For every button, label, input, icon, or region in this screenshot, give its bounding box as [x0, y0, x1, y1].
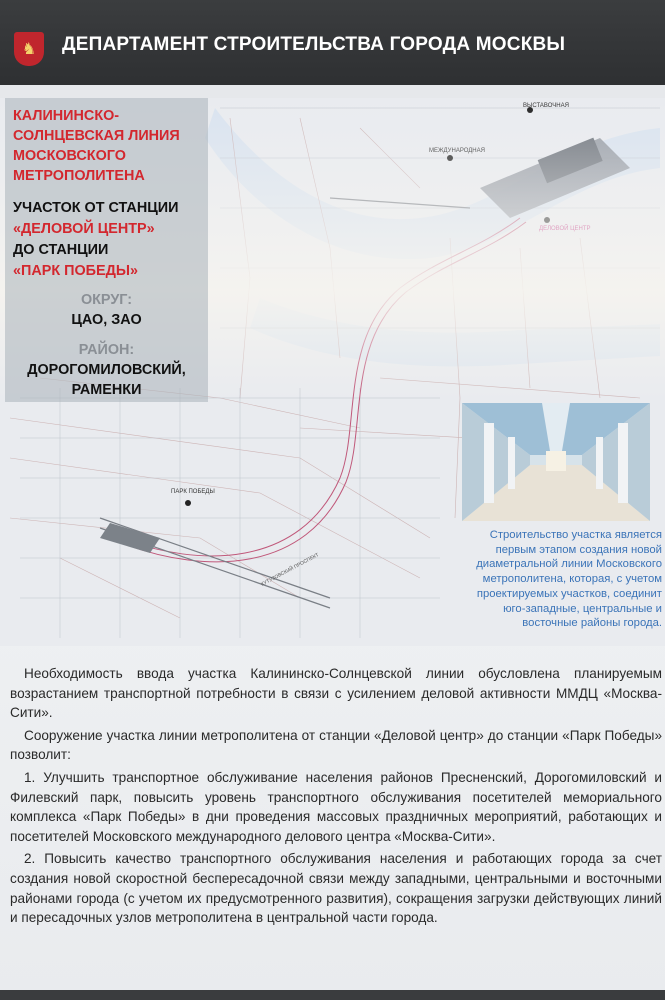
page-title: ДЕПАРТАМЕНТ СТРОИТЕЛЬСТВА ГОРОДА МОСКВЫ	[62, 34, 566, 55]
line-title-2: СОЛНЦЕВСКАЯ ЛИНИЯ	[13, 128, 180, 144]
body-paragraph-2: Сооружение участка линии метрополитена от станции «Деловой центр» до станции «Парк Победы» позволит:	[10, 727, 662, 763]
caption-line: первым этапом создания новой	[495, 543, 662, 556]
caption-line: юго-западные, центральные и	[503, 602, 662, 615]
okrug-block	[5, 290, 208, 330]
body-paragraph-1: Необходимость ввода участка Калининско-Солнцевской линии обусловлена планируемым возрастанием транспортной потребности в связи с усилением деловой активности ММДЦ «Москва-Сити».	[10, 666, 662, 721]
station-interior-photo	[462, 403, 650, 521]
line-title-1: КАЛИНИНСКО-	[13, 108, 120, 124]
caption-line: диаметральной линии Московского	[476, 558, 662, 571]
info-panel	[5, 98, 208, 402]
moscow-coat-of-arms-icon: ♞	[14, 32, 44, 66]
station-interior-illustration	[462, 403, 650, 521]
rayon-value-1: ДОРОГОМИЛОВСКИЙ,	[27, 362, 186, 378]
caption-line: проектируемых участков, соединит	[476, 587, 662, 600]
okrug-value: ЦАО, ЗАО	[71, 312, 142, 328]
okrug-label: ОКРУГ:	[80, 292, 133, 308]
section-to-station: «ПАРК ПОБЕДЫ»	[13, 263, 138, 279]
body-paragraph-4: 2. Повысить качество транспортного обслуживания населения и работающих города за счет создания новой скоростной беспересадочной связи между западными, центральными и восточными районами города (с учетом их предусмотренного развития), сокращения загрузки действующих линий и пересадочных узлов метрополитена в центральной части города.	[10, 851, 662, 926]
photo-caption	[452, 528, 662, 631]
rayon-value-2: РАМЕНКИ	[71, 382, 142, 398]
rayon-label: РАЙОН:	[78, 342, 135, 358]
bottom-strip	[0, 990, 665, 1000]
body-text	[10, 664, 662, 928]
section-from-station: «ДЕЛОВОЙ ЦЕНТР»	[13, 221, 155, 237]
body-paragraph-3: 1. Улучшить транспортное обслуживание населения районов Пресненский, Дорогомиловский и Филевский парк, повысить уровень транспортного обслуживания посетителей мемориального комплекса «Парк Победы» в дни проведения массовых праздничных мероприятий, работающих и посетителей Московского международного делового центра «Москва-Сити».	[10, 769, 662, 844]
section-block	[13, 198, 223, 282]
section-to-label: ДО СТАНЦИИ	[13, 242, 109, 258]
line-title	[13, 106, 223, 186]
caption-line: восточные районы города.	[522, 617, 662, 630]
header-bar	[0, 0, 665, 85]
line-title-4: МЕТРОПОЛИТЕНА	[13, 168, 145, 184]
rayon-block	[5, 340, 208, 400]
caption-line: Строительство участка является	[489, 529, 662, 541]
line-title-3: МОСКОВСКОГО	[13, 148, 126, 164]
section-from-label: УЧАСТОК ОТ СТАНЦИИ	[13, 200, 179, 216]
caption-line: метрополитена, которая, с учетом	[482, 573, 662, 586]
